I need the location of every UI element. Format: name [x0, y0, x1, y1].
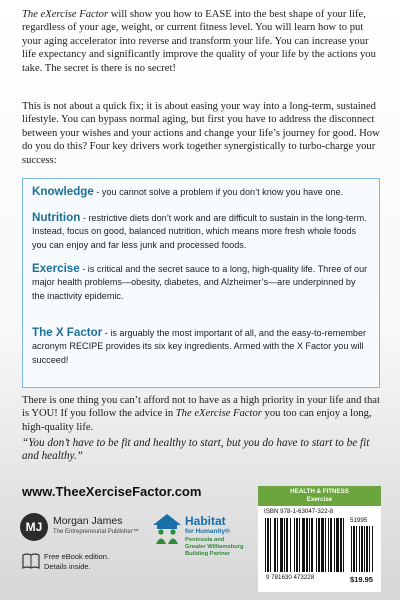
habitat-subtitle: for Humanity® [185, 528, 230, 535]
key-drivers-box [22, 178, 380, 388]
intro-text: will show you how to EASE into the best shape of your life, regardless of your age, weight, or current fitness level. You will learn how to put your aging accelerator into reverse and transform your life. You can increase your life expectancy and significantly improve the quality of your life by the actions you take. The secret is there is no secret! [22, 9, 376, 74]
price-code: 51995 [350, 517, 368, 524]
ebook-offer [22, 552, 132, 578]
driver-term: The X Factor [32, 326, 103, 339]
driver-term: Knowledge [32, 185, 94, 198]
closing-text-after: you too can enjoy a long, high-quality life. [22, 408, 372, 433]
intro-book-title: The eXercise Factor [22, 9, 109, 20]
driver-description: - is critical and the secret sauce to a long, high-quality life. Three of our major health problems—obesity, diabetes, and Alzheimer’s—are underpinned by the inactivity epidemic. [32, 264, 368, 301]
habitat-line: Greater Williamsburg [185, 544, 244, 550]
category-line1: HEALTH & FITNESS [290, 488, 349, 495]
driver-term: Exercise [32, 262, 80, 275]
publisher-name: Morgan James [53, 515, 123, 527]
driver-exercise [32, 262, 370, 303]
barcode-digits: 9 781630 473228 [266, 574, 315, 581]
house-people-icon [152, 513, 182, 545]
approach-paragraph: This is not about a quick fix; it is about easing your way into a long-term, sustained lifestyle. You can bypass normal aging, but first you have to address the disconnect between your wishes and your actions and change your life’s journey for good. How do you do this? Four key drivers work together synergistically to turbo-charge your success: [22, 101, 380, 166]
driver-description: - you cannot solve a problem if you don’t know you have one. [93, 187, 344, 197]
publisher-tagline: The Entrepreneurial Publisher™ [53, 529, 139, 535]
book-icon [22, 553, 40, 569]
driver-term: Nutrition [32, 211, 81, 224]
driver-nutrition [32, 211, 370, 252]
publisher-logo [20, 513, 140, 543]
closing-book-title: The eXercise Factor [175, 408, 262, 420]
price-tag: $19.95 [350, 575, 373, 584]
driver-description: - restrictive diets don’t work and are difficult to sustain in the long-term. Instead, focus on good, balanced nutrition, which means more fresh whole foods you can enjoy and far less junk and processed foods. [32, 213, 367, 250]
category-label [258, 486, 381, 506]
website-link[interactable]: www.TheeXerciseFactor.com [22, 484, 202, 499]
pull-quote: “You don’t have to be fit and healthy to start, but you do have to start to be fit and healthy.” [22, 437, 370, 463]
ebook-line2: Details inside. [44, 562, 91, 571]
habitat-line: Peninsula and [185, 537, 225, 543]
intro-paragraph [22, 8, 380, 75]
habitat-line: Building Partner [185, 551, 231, 557]
ebook-offer-text [44, 552, 134, 572]
habitat-logo [152, 513, 252, 579]
driver-description: - is arguably the most important of all, and the easy-to-remember acronym RECIPE provides its six key ingredients. Armed with the X Factor you will succeed! [32, 328, 367, 365]
driver-knowledge [32, 185, 370, 199]
barcode-panel [258, 486, 381, 592]
publisher-mark-icon: MJ [20, 513, 48, 541]
driver-x-factor [32, 326, 370, 367]
habitat-name: Habitat [185, 514, 226, 528]
ebook-line1: Free eBook edition. [44, 552, 110, 561]
category-line2: Exercise [306, 496, 333, 503]
isbn-text: ISBN 978-1-63047-322-8 [264, 508, 334, 515]
barcode-icon [263, 516, 377, 574]
closing-text-before: There is one thing you can’t afford not to have as a high priority in your life and that is YOU! If you follow the advice in [22, 395, 380, 420]
closing-paragraph [22, 394, 380, 434]
